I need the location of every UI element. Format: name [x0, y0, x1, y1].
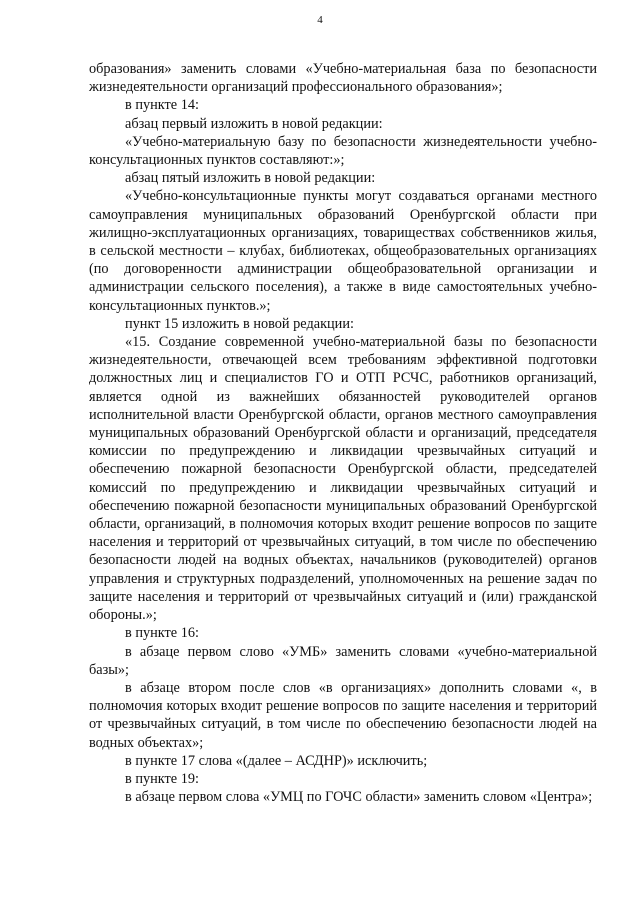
paragraph: «15. Создание современной учебно-материальной базы по безопасности жизнедеятельности, отвечающей всем требованиям эффективной подготовки должностных лиц и специалистов ГО и ОТП РСЧС, работников организаций, является одной из важнейших обязанностей руководителей органов исполнительной власти Оренбургской области, органов местного самоуправления муниципальных образований Оренбургской области и организаций, председателя комиссии по предупреждению и ликвидации чрезвычайных ситуаций и обеспечению пожарной безопасности Оренбургской области, председателей комиссий по предупреждению и ликвидации чрезвычайных ситуаций и обеспечению пожарной безопасности муниципальных образований Оренбургской области, организаций, в полномочия которых входит решение вопросов по защите населения и территорий от чрезвычайных ситуаций, в том числе по обеспечению безопасности людей на водных объектах, начальников (руководителей) органов управления и структурных подразделений, уполномоченных на решение задач по защите населения и территорий от чрезвычайных ситуаций и (или) гражданской обороны.»;	[89, 334, 597, 624]
paragraph: в абзаце втором после слов «в организациях» дополнить словами «, в полномочия которых входит решение вопросов по защите населения и территорий от чрезвычайных ситуаций, в том числе по обеспечению безопасности людей на водных объектах»;	[89, 679, 597, 751]
paragraph: абзац пятый изложить в новой редакции:	[125, 170, 376, 187]
paragraph: абзац первый изложить в новой редакции:	[125, 115, 383, 132]
paragraph: в абзаце первом слова «УМЦ по ГОЧС области» заменить словом «Центра»;	[125, 789, 593, 806]
paragraph: образования» заменить словами «Учебно-материальная база по безопасности жизнедеятельности организаций профессионального образования»;	[89, 61, 597, 96]
paragraph: в абзаце первом слово «УМБ» заменить словами «учебно-материальной базы»;	[89, 643, 597, 678]
paragraph: в пункте 19:	[125, 770, 199, 787]
paragraph: «Учебно-материальную базу по безопасности жизнедеятельности учебно-консультационных пунктов составляют:»;	[89, 133, 597, 169]
paragraph: в пункте 14:	[125, 97, 199, 114]
paragraph: пункт 15 изложить в новой редакции:	[125, 315, 354, 332]
paragraph: в пункте 16:	[125, 625, 199, 642]
document-body	[89, 60, 597, 806]
page-number: 4	[317, 14, 323, 26]
paragraph: «Учебно-консультационные пункты могут создаваться органами местного самоуправления муниципальных образований Оренбургской области при жилищно-эксплуатационных организациях, товариществах собственников жилья, в сельской местности – клубах, библиотеках, общеобразовательных организациях (по договоренности администрации общеобразовательной организации и администрации сельского поселения), а также в виде самостоятельных учебно-консультационных пунктов.»;	[89, 188, 597, 314]
paragraph: в пункте 17 слова «(далее – АСДНР)» исключить;	[125, 752, 428, 769]
